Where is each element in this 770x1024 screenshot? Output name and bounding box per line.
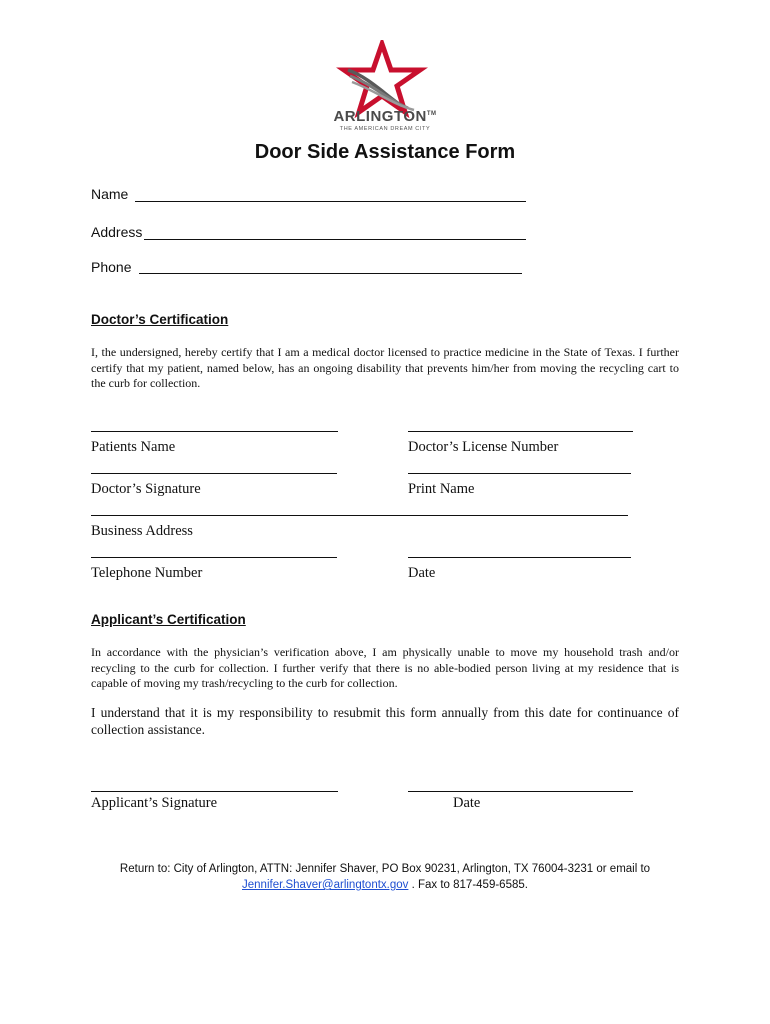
- form-title: Door Side Assistance Form: [254, 141, 516, 163]
- resubmit-statement: I understand that it is my responsibility to resubmit this form annually from this date for continuance of collection assistance.: [91, 705, 679, 737]
- business-address-label: Business Address: [91, 523, 193, 539]
- contact-line: [0, 879, 770, 891]
- license-number-label: Doctor’s License Number: [408, 439, 559, 455]
- logo-tagline: THE AMERICAN DREAM CITY: [339, 126, 431, 132]
- applicant-signature-field[interactable]: [91, 791, 338, 792]
- print-name-label: Print Name: [408, 481, 475, 497]
- applicant-certification-heading: Applicant’s Certification: [91, 612, 246, 627]
- doctor-date-label: Date: [408, 565, 436, 581]
- address-field[interactable]: [144, 239, 526, 240]
- phone-label: Phone: [91, 259, 132, 275]
- license-number-field[interactable]: [408, 431, 633, 432]
- patients-name-field[interactable]: [91, 431, 338, 432]
- doctor-date-field[interactable]: [408, 557, 631, 558]
- applicant-certification-statement: In accordance with the physician’s verification above, I am physically unable to move my household trash and/or recycling to the curb for collection. I further verify that there is no able-bodied person living at my residence that is capable of moving my trash/recycling to the curb for collection.: [91, 645, 679, 690]
- email-link[interactable]: Jennifer.Shaver@arlingtontx.gov: [242, 879, 409, 891]
- name-label: Name: [91, 186, 129, 202]
- applicant-date-label: Date: [453, 795, 481, 811]
- print-name-field[interactable]: [408, 473, 631, 474]
- applicant-date-field[interactable]: [408, 791, 633, 792]
- name-field[interactable]: [135, 201, 526, 202]
- trademark-symbol: TM: [426, 111, 437, 117]
- doctor-signature-field[interactable]: [91, 473, 337, 474]
- logo-wordmark: ARLINGTON™: [333, 108, 437, 125]
- return-address-text: Return to: City of Arlington, ATTN: Jennifer Shaver, PO Box 90231, Arlington, TX 76004-3231 or email to: [119, 863, 651, 875]
- fax-text: . Fax to 817-459-6585.: [408, 879, 528, 891]
- business-address-field[interactable]: [91, 515, 628, 516]
- telephone-label: Telephone Number: [91, 565, 203, 581]
- phone-field[interactable]: [139, 273, 522, 274]
- patients-name-label: Patients Name: [91, 439, 176, 455]
- doctor-certification-statement: I, the undersigned, hereby certify that I am a medical doctor licensed to practice medicine in the State of Texas. I further certify that my patient, named below, has an ongoing disability that prevents him/her from moving the recycling cart to the curb for collection.: [91, 345, 679, 390]
- telephone-field[interactable]: [91, 557, 337, 558]
- address-label: Address: [91, 224, 143, 240]
- doctor-signature-label: Doctor’s Signature: [91, 481, 201, 497]
- doctor-certification-heading: Doctor’s Certification: [91, 312, 229, 327]
- applicant-signature-label: Applicant’s Signature: [91, 795, 218, 811]
